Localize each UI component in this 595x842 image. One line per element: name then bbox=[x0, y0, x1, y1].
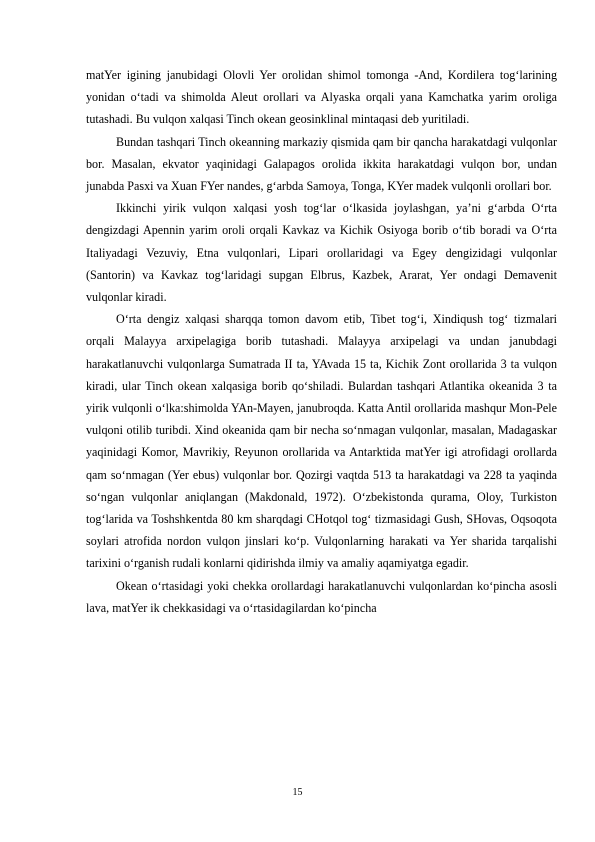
page-number: 15 bbox=[292, 787, 303, 798]
paragraph-pacific-volcanoes: Bundan tashqari Tinch okeanning markaziy qismida qam bir qancha harakatdagi vulqonlar bor. Masalan, ekvator yaqinidagi Galapagos orolida ikkita harakatdagi vulqon bor, undan junabda Pasxi va Xuan FYer nandes, g‘arbda Samoya, Tonga, KYer madek vulqonli orollari bor. bbox=[86, 134, 557, 194]
document-body bbox=[86, 64, 557, 619]
paragraph-mediterranean-ring: O‘rta dengiz xalqasi sharqqa tomon davom etib, Tibet tog‘i, Xindiqush tog‘ tizmalari orqali Malayya arxipelagiga borib tutashadi. Malayya arxipelagi va undan janubdagi harakatlanuvchi vulqonlarga Sumatrada II ta, YAvada 15 ta, Kichik Zont orollarida 3 ta vulqon kiradi, ular Tinch okean xalqasiga borib qo‘shiladi. Bulardan tashqari Atlantika okeanida 3 ta yirik vulqonli o‘lka:shimolda YAn-Mayen, janubroqda. Katta Antil orollarida mashqur Mon-Pele vulqoni otilib turibdi. Xind okeanida qam bir necha so‘nmagan vulqonlar, masalan, Madagaskar yaqinidagi Komor, Mavrikiy, Reyunon orollarida va Antarktida matYer igi atrofidagi orollarda qam so‘nmagan (Yer ebus) vulqonlar bor. Qozirgi vaqtda 513 ta harakatdagi va 228 ta yaqinda so‘ngan vulqonlar aniqlangan (Makdonald, 1972). O‘zbekistonda qurama, Oloy, Turkiston tog‘larida va Toshshkentda 80 km sharqdagi CHotqol tog‘ tizmasidagi Gush, SHovas, Oqsoqota soylari atrofida nordon vulqon jinslari ko‘p. Vulqonlarning harakati va Yer sharida tarqalishi tarixini o‘rganish rudali konlarni qidirishda ilmiy va amaliy aqamiyatga egadir. bbox=[86, 312, 557, 571]
paragraph-second-volcanic-ring: Ikkinchi yirik vulqon xalqasi yosh tog‘lar o‘lkasida joylashgan, ya’ni g‘arbda O‘rta dengizdagi Apennin yarim oroli orqali Kavkaz va Kichik Osiyoga borib o‘tib boradi va O‘rta Italiyadagi Vezuviy, Etna vulqonlari, Lipari orollaridagi va Egey dengizidagi vulqonlar (Santorin) va Kavkaz tog‘laridagi supgan Elbrus, Kazbek, Ararat, Yer ondagi Demavenit vulqonlar kiradi. bbox=[86, 201, 557, 305]
paragraph-ocean-lava: Okean o‘rtasidagi yoki chekka orollardagi harakatlanuvchi vulqonlardan ko‘pincha asosli lava, matYer ik chekkasidagi va o‘rtasidagilardan ko‘pincha bbox=[86, 578, 557, 615]
paragraph-continuation: matYer igining janubidagi Olovli Yer orolidan shimol tomonga -And, Kordilera tog‘larining yonidan o‘tadi va shimolda Aleut orollari va Alyaska orqali yana Kamchatka yarim oroliga tutashadi. Bu vulqon xalqasi Tinch okean geosinklinal mintaqasi deb yuritiladi. bbox=[86, 68, 557, 127]
